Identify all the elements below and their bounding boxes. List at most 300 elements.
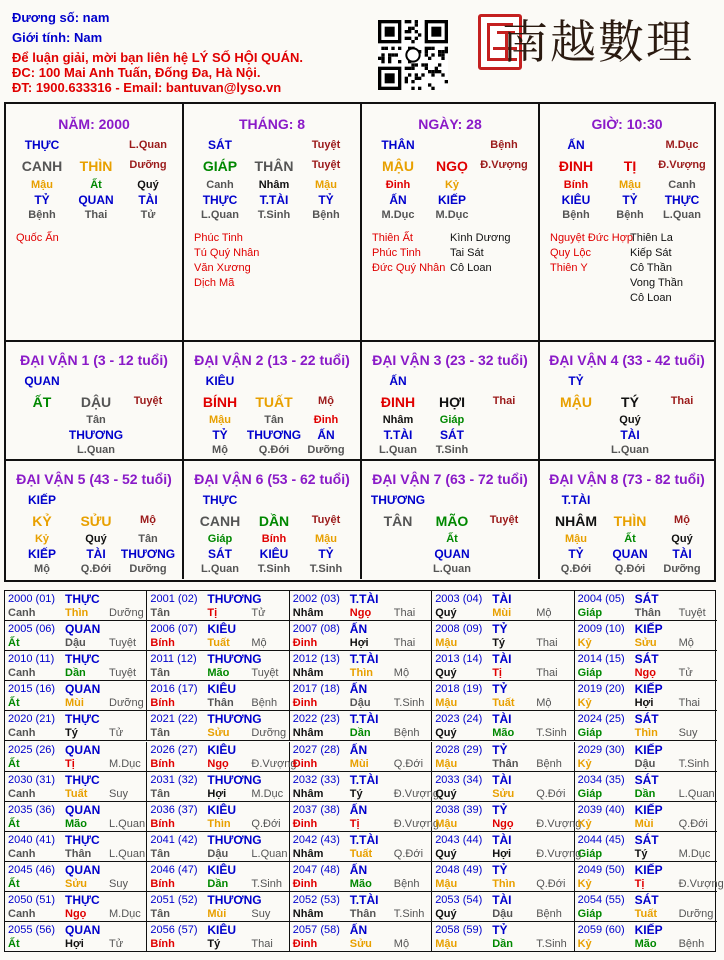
year-stage: Đ.Vượng	[536, 817, 582, 830]
year-label: 2021 (22)	[150, 713, 198, 726]
year-label: 2043 (44)	[435, 833, 483, 846]
year-branch: Tị	[207, 607, 218, 619]
year-label: 2040 (41)	[8, 833, 56, 846]
year-branch: Thìn	[207, 817, 231, 830]
year-branch: Thìn	[492, 877, 516, 890]
year-stem: Đinh	[292, 817, 318, 830]
dai-van-hidden-stage: Q.Đới	[614, 563, 646, 575]
year-ten-god: TÀI	[492, 652, 512, 667]
year-stage: Tuyệt	[678, 607, 706, 619]
year-label: 2044 (45)	[577, 833, 625, 846]
year-cell[interactable]	[290, 742, 432, 772]
year-label: 2014 (15)	[577, 653, 625, 666]
year-cell[interactable]	[575, 802, 717, 832]
dai-van-hidden-god: TÀI	[86, 547, 106, 561]
year-cell[interactable]	[575, 892, 717, 922]
year-branch: Ngọ	[65, 908, 87, 920]
year-stage: Thai	[678, 697, 700, 710]
year-ten-god: THƯƠNG	[207, 712, 262, 727]
year-cell[interactable]	[432, 802, 582, 832]
year-stage: M.Dục	[109, 757, 141, 770]
year-cell[interactable]	[432, 621, 574, 651]
year-cell[interactable]	[147, 591, 289, 621]
year-ten-god: ẤN	[349, 622, 368, 637]
year-label: 2033 (34)	[435, 773, 483, 786]
year-cell[interactable]	[147, 681, 289, 711]
year-branch: Dần	[492, 938, 513, 951]
dai-van-branch: THÌN	[613, 513, 647, 529]
year-cell[interactable]	[432, 892, 574, 922]
year-stage: Q.Đới	[251, 817, 281, 830]
hidden-stem: Nhâm	[258, 179, 290, 191]
year-branch: Mùi	[349, 757, 369, 770]
year-cell[interactable]	[290, 681, 432, 711]
dai-van-stage: Mộ	[140, 514, 156, 526]
year-stem: Canh	[8, 727, 36, 740]
year-cell[interactable]	[5, 651, 147, 681]
hidden-life-stage: M.Dục	[435, 209, 469, 221]
dai-van-stage: Tuyệt	[311, 514, 341, 526]
dai-van-branch: HỢI	[439, 394, 465, 410]
year-branch: Dần	[349, 727, 371, 740]
year-stage: Tuyệt	[109, 637, 137, 650]
year-ten-god: KIÊU	[207, 622, 237, 637]
year-cell[interactable]	[290, 832, 432, 862]
year-branch: Mão	[65, 817, 87, 830]
year-branch: Tị	[349, 817, 360, 830]
year-label: 2018 (19)	[435, 683, 483, 696]
year-stem: Nhâm	[292, 787, 324, 800]
year-label: 2025 (26)	[8, 743, 56, 756]
year-cell[interactable]	[290, 621, 432, 651]
dai-van-stem: BÍNH	[202, 394, 238, 410]
year-ten-god: TỶ	[492, 923, 508, 938]
year-cell[interactable]	[147, 862, 289, 892]
dai-van-title: ĐẠI VẬN 2 (13 - 22 tuổi)	[194, 352, 350, 368]
year-branch: Thìn	[65, 607, 89, 619]
year-cell[interactable]	[575, 742, 717, 772]
year-stem: Quý	[435, 607, 457, 619]
year-branch: Sửu	[634, 637, 657, 650]
year-stem: Canh	[8, 847, 36, 860]
year-label: 2055 (56)	[8, 924, 56, 937]
year-ten-god: KIÊU	[207, 682, 237, 697]
year-branch: Tý	[65, 727, 78, 740]
dai-van-title: ĐẠI VẬN 3 (23 - 32 tuổi)	[372, 352, 528, 368]
year-label: 2027 (28)	[292, 743, 340, 756]
qr-code-icon[interactable]	[378, 20, 448, 90]
year-stage: Tử	[109, 938, 124, 951]
hidden-ten-god: T.TÀI	[259, 193, 289, 207]
year-cell[interactable]	[147, 802, 289, 832]
year-branch: Thân	[634, 607, 661, 619]
year-stem: Đinh	[292, 697, 318, 710]
year-stage: Thai	[393, 607, 416, 619]
year-ten-god: KIÊU	[207, 923, 237, 938]
year-cell[interactable]	[432, 772, 574, 802]
year-stem: Ất	[8, 637, 20, 650]
year-ten-god: SÁT	[634, 712, 659, 727]
dai-van-hidden-stem: Tân	[86, 414, 106, 426]
year-cell[interactable]	[147, 772, 289, 802]
dai-van-hidden-stem: Quý	[85, 533, 107, 545]
year-cell[interactable]	[5, 711, 147, 741]
year-cell[interactable]	[432, 681, 574, 711]
year-branch: Tuất	[207, 637, 230, 650]
dai-van-hidden-god: THƯƠNG	[68, 428, 124, 442]
year-branch: Dậu	[207, 847, 229, 860]
year-label: 2023 (24)	[435, 713, 483, 726]
year-stem: Kỷ	[577, 697, 592, 710]
year-cell[interactable]	[5, 922, 147, 952]
year-stage: Thai	[536, 667, 558, 680]
hidden-ten-god: THỰC	[664, 193, 700, 207]
dai-van-hidden-god: QUAN	[612, 547, 648, 561]
year-branch: Dậu	[65, 637, 86, 650]
year-stem: Nhâm	[292, 908, 324, 920]
year-ten-god: TÀI	[492, 772, 512, 787]
dai-van-branch: SỬU	[80, 513, 112, 529]
year-branch: Mùi	[65, 697, 84, 710]
year-ten-god: KIẾP	[634, 622, 663, 637]
year-cell[interactable]	[290, 772, 439, 802]
year-ten-god: TỶ	[492, 682, 508, 697]
year-label: 2039 (40)	[577, 803, 625, 816]
hidden-ten-god: TÀI	[138, 193, 158, 207]
year-stage: Tử	[678, 667, 693, 680]
year-cell[interactable]	[575, 711, 717, 741]
year-label: 2028 (29)	[435, 743, 483, 756]
hidden-stem: Đinh	[385, 179, 411, 191]
dai-van-stem: CANH	[199, 513, 241, 529]
year-stage: Bệnh	[251, 697, 278, 710]
year-ten-god: ẤN	[349, 862, 368, 877]
hidden-stem: Quý	[137, 179, 159, 191]
dai-van-hidden-god: QUAN	[434, 547, 470, 561]
year-cell[interactable]	[575, 772, 717, 802]
dai-van-hidden-stage: Dưỡng	[307, 444, 345, 456]
year-label: 2002 (03)	[292, 593, 340, 605]
year-ten-god: THỰC	[65, 592, 100, 606]
year-ten-god: TỶ	[492, 862, 508, 877]
year-branch: Hợi	[207, 787, 227, 800]
year-cell[interactable]	[575, 591, 717, 621]
year-cell[interactable]	[575, 681, 717, 711]
year-stem: Nhâm	[292, 667, 324, 680]
year-stage: L.Quan	[109, 847, 146, 860]
year-cell[interactable]	[290, 591, 432, 621]
dai-van-hidden-stem: Đinh	[313, 414, 339, 426]
year-stem: Bính	[150, 637, 175, 650]
hidden-ten-god: QUAN	[78, 193, 114, 207]
year-ten-god: THƯƠNG	[207, 652, 262, 667]
hidden-ten-god: TỶ	[34, 193, 50, 207]
year-cell[interactable]	[5, 892, 147, 922]
hidden-stem: Bính	[563, 179, 589, 191]
year-label: 2006 (07)	[150, 623, 198, 636]
year-cell[interactable]	[147, 892, 289, 922]
year-branch: Tị	[492, 667, 502, 680]
year-cell[interactable]	[5, 742, 147, 772]
year-stage: Dưỡng	[109, 697, 144, 710]
dai-van-hidden-god: KIÊU	[259, 547, 289, 561]
year-stage: Q.Đới	[678, 817, 708, 830]
year-cell[interactable]	[5, 681, 147, 711]
pillar-ten-god-2: M.Dục	[665, 139, 699, 151]
year-stage: Đ.Vượng	[393, 817, 439, 830]
year-label: 2009 (10)	[577, 623, 625, 636]
year-label: 2030 (31)	[8, 773, 56, 786]
year-stage: Thai	[251, 938, 273, 951]
dai-van-hidden-stem: Giáp	[439, 414, 465, 426]
year-ten-god: ẤN	[349, 742, 368, 757]
year-cell[interactable]	[5, 802, 147, 832]
year-cell[interactable]	[432, 742, 574, 772]
year-cell[interactable]	[147, 711, 289, 741]
year-branch: Thìn	[634, 727, 658, 740]
dai-van-hidden-stage: L.Quan	[611, 444, 649, 456]
year-ten-god: KIÊU	[207, 742, 237, 757]
star-left: Thiên Y	[550, 262, 588, 274]
hidden-life-stage: L.Quan	[201, 209, 239, 221]
year-branch: Dậu	[349, 697, 371, 710]
year-stem: Canh	[8, 908, 36, 920]
year-stem: Quý	[435, 667, 457, 680]
year-stage: Mộ	[393, 667, 410, 680]
year-cell[interactable]	[5, 621, 147, 651]
year-cell[interactable]	[147, 621, 289, 651]
year-label: 2050 (51)	[8, 894, 56, 906]
dai-van-hidden-stage: Mộ	[34, 563, 50, 575]
year-ten-god: ẤN	[349, 802, 368, 817]
hidden-ten-god: TỶ	[318, 193, 334, 207]
year-stage: Tuyệt	[109, 667, 137, 680]
year-stem: Bính	[150, 697, 175, 710]
year-cell[interactable]	[432, 862, 574, 892]
year-branch: Hợi	[65, 938, 84, 951]
year-branch: Tuất	[492, 697, 515, 710]
star-left: Nguyệt Đức Hợp	[550, 232, 634, 244]
year-cell[interactable]	[432, 922, 574, 952]
year-cell[interactable]	[147, 651, 289, 681]
pillar-4	[540, 104, 714, 342]
year-stage: M.Dục	[678, 847, 711, 860]
hidden-life-stage: Thai	[84, 209, 108, 221]
star-right: Kình Dương	[450, 232, 511, 244]
pillar-2	[184, 104, 362, 342]
star-left: Tú Quý Nhân	[194, 247, 260, 259]
year-stem: Quý	[435, 727, 457, 740]
year-cell[interactable]	[432, 832, 582, 862]
year-stem: Mậu	[435, 817, 458, 830]
year-stem: Ất	[8, 938, 20, 951]
year-label: 2015 (16)	[8, 683, 56, 696]
year-cell[interactable]	[290, 892, 432, 922]
year-label: 2041 (42)	[150, 833, 198, 846]
year-ten-god: SÁT	[634, 832, 659, 847]
pillar-ten-god: THÂN	[381, 138, 415, 152]
year-ten-god: THỰC	[65, 893, 100, 907]
year-label: 2000 (01)	[8, 593, 56, 605]
year-stem: Đinh	[292, 938, 318, 951]
year-cell[interactable]	[575, 651, 717, 681]
year-label: 2012 (13)	[292, 653, 340, 666]
hidden-ten-god: THỰC	[202, 193, 238, 207]
year-stem: Đinh	[292, 757, 318, 770]
year-branch: Thân	[207, 697, 234, 710]
year-stage: Suy	[109, 787, 128, 800]
year-label: 2036 (37)	[150, 803, 198, 816]
year-cell[interactable]	[5, 832, 147, 862]
dai-van-hidden-stem: Nhâm	[382, 414, 414, 426]
year-branch: Mão	[634, 938, 657, 951]
dai-van-title: ĐẠI VẬN 7 (63 - 72 tuổi)	[372, 471, 528, 487]
dai-van-hidden-stem: Mậu	[209, 414, 231, 426]
year-ten-god: QUAN	[65, 682, 101, 697]
year-stage: Bệnh	[536, 908, 562, 920]
year-stage: Q.Đới	[536, 787, 566, 800]
year-cell[interactable]	[290, 802, 439, 832]
year-label: 2038 (39)	[435, 803, 483, 816]
year-stem: Mậu	[435, 938, 458, 951]
pillar-1	[6, 104, 184, 342]
dai-van-stem: NHÂM	[555, 513, 597, 529]
year-stem: Canh	[8, 787, 36, 800]
year-cell[interactable]	[575, 862, 724, 892]
hidden-stem: Mậu	[315, 179, 337, 191]
year-label: 2035 (36)	[8, 803, 56, 816]
pillar-earthly-branch: TỊ	[623, 158, 637, 174]
year-stem: Bính	[150, 877, 175, 890]
hidden-ten-god: TỶ	[622, 193, 638, 207]
year-stem: Giáp	[577, 908, 603, 920]
dai-van-hidden-stage: Mộ	[212, 444, 228, 456]
star-left: Phúc Tinh	[194, 232, 243, 244]
header-line-gender: Giới tính: Nam	[12, 30, 103, 45]
year-branch: Ngọ	[634, 667, 656, 680]
year-branch: Hợi	[492, 847, 512, 860]
year-cell[interactable]	[575, 922, 717, 952]
pillar-title: NĂM: 2000	[58, 116, 130, 132]
dai-van-ten-god: THƯƠNG	[370, 493, 426, 507]
year-stem: Tân	[150, 847, 170, 860]
pillar-ten-god: SÁT	[208, 138, 232, 152]
year-ten-god: KIẾP	[634, 682, 663, 697]
year-label: 2045 (46)	[8, 863, 56, 876]
year-branch: Mùi	[207, 908, 227, 920]
pillar-earthly-branch: NGỌ	[436, 158, 468, 174]
dai-van-6	[184, 461, 362, 579]
year-branch: Ngọ	[492, 817, 514, 830]
year-cell[interactable]	[147, 832, 289, 862]
year-cell[interactable]	[290, 711, 432, 741]
dai-van-stage: Tuyệt	[133, 395, 163, 407]
dai-van-hidden-stem: Quý	[619, 414, 641, 426]
year-branch: Thìn	[349, 667, 374, 680]
year-stage: Q.Đới	[536, 877, 566, 890]
year-stage: Mộ	[393, 938, 410, 951]
year-cell[interactable]	[432, 651, 574, 681]
year-ten-god: T.TÀI	[349, 772, 379, 787]
year-stem: Giáp	[577, 787, 603, 800]
dai-van-hidden-god: THƯƠNG	[120, 547, 176, 561]
year-cell[interactable]	[290, 862, 432, 892]
year-label: 2016 (17)	[150, 683, 198, 696]
year-label: 2003 (04)	[435, 593, 483, 605]
year-cell[interactable]	[575, 621, 717, 651]
year-label: 2026 (27)	[150, 743, 198, 756]
year-ten-god: T.TÀI	[349, 712, 379, 727]
star-left: Dịch Mã	[194, 277, 235, 289]
dai-van-stage: Mộ	[318, 395, 334, 407]
dai-van-stage: Mộ	[674, 514, 690, 526]
year-cell[interactable]	[290, 922, 432, 952]
year-cell[interactable]	[575, 832, 717, 862]
year-branch: Ngọ	[207, 757, 229, 770]
year-label: 2034 (35)	[577, 773, 625, 786]
dai-van-title: ĐẠI VẬN 1 (3 - 12 tuổi)	[20, 352, 168, 368]
year-label: 2029 (30)	[577, 743, 625, 756]
year-label: 2005 (06)	[8, 623, 56, 636]
hidden-life-stage: T.Sinh	[257, 209, 291, 221]
year-label: 2059 (60)	[577, 924, 625, 937]
hidden-life-stage: Bệnh	[562, 209, 590, 221]
dai-van-title: ĐẠI VẬN 5 (43 - 52 tuổi)	[16, 471, 172, 487]
hidden-life-stage: Bệnh	[312, 209, 340, 221]
pillar-title: GIỜ: 10:30	[591, 116, 663, 132]
hidden-stem: Mậu	[619, 179, 641, 191]
year-ten-god: QUAN	[65, 923, 101, 938]
year-cell[interactable]	[5, 591, 147, 621]
year-stage: Q.Đới	[393, 757, 424, 770]
year-stem: Mậu	[435, 637, 458, 650]
year-ten-god: QUAN	[65, 862, 101, 877]
year-ten-god: SÁT	[634, 772, 659, 787]
dai-van-hidden-stem: Giáp	[207, 533, 233, 545]
year-stem: Tân	[150, 727, 170, 740]
year-branch: Sửu	[349, 938, 372, 951]
year-stem: Giáp	[577, 727, 603, 740]
year-stem: Ất	[8, 757, 20, 770]
year-cell[interactable]	[432, 591, 574, 621]
year-label: 2019 (20)	[577, 683, 625, 696]
year-cell[interactable]	[432, 711, 574, 741]
dai-van-stem: KỶ	[32, 513, 52, 529]
year-cell[interactable]	[290, 651, 432, 681]
year-cell[interactable]	[5, 862, 147, 892]
pillar-life-stage: Đ.Vượng	[480, 159, 528, 171]
year-stage: Q.Đới	[393, 847, 424, 860]
star-right: Vong Thần	[630, 277, 684, 289]
pillar-life-stage: Dưỡng	[129, 159, 167, 171]
year-branch: Mùi	[634, 817, 654, 830]
dai-van-2	[184, 342, 362, 461]
year-label: 2037 (38)	[292, 803, 340, 816]
year-label: 2032 (33)	[292, 773, 340, 786]
year-cell[interactable]	[147, 742, 297, 772]
year-cell[interactable]	[5, 772, 147, 802]
year-stage: T.Sinh	[536, 938, 567, 951]
year-cell[interactable]	[147, 922, 289, 952]
year-branch: Dậu	[634, 757, 656, 770]
year-branch: Dần	[207, 877, 229, 890]
year-branch: Mão	[349, 877, 372, 890]
year-stem: Ất	[8, 877, 20, 890]
year-stem: Giáp	[577, 667, 603, 680]
dai-van-stage: Thai	[492, 395, 516, 407]
pillar-heavenly-stem: CANH	[21, 158, 63, 174]
year-ten-god: THỰC	[65, 652, 100, 667]
